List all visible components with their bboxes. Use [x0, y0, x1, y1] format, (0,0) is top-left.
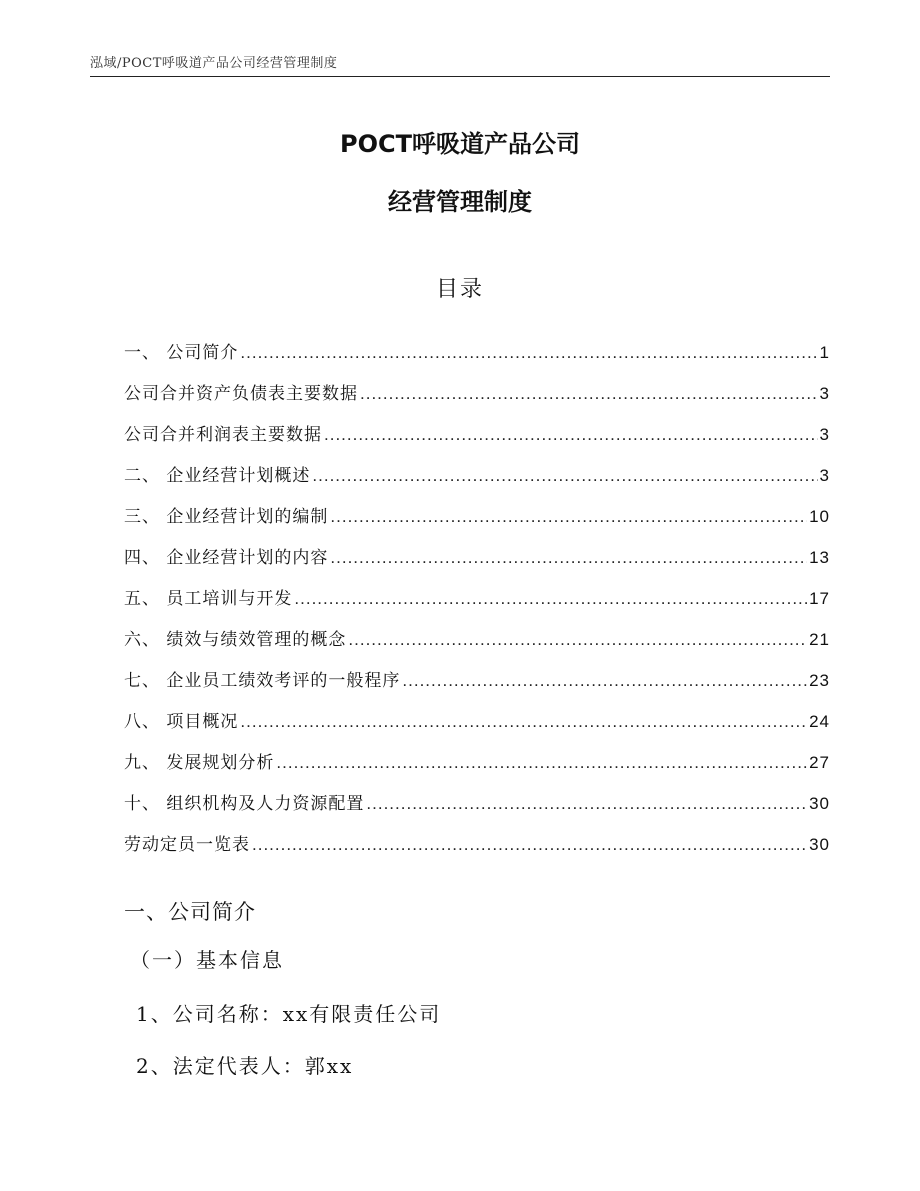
toc-entry-label: 三、 企业经营计划的编制 — [124, 507, 329, 527]
toc-entry-label: 五、 员工培训与开发 — [124, 589, 293, 609]
toc-entry-page: 23 — [809, 671, 830, 690]
toc-dot-leader — [312, 466, 817, 486]
toc-entry-page: 13 — [809, 548, 830, 567]
toc-entry[interactable] — [124, 404, 830, 445]
toc-entry-label: 九、 发展规划分析 — [124, 753, 275, 773]
toc-dot-leader — [294, 589, 807, 609]
toc-entry-page: 17 — [809, 589, 830, 608]
toc-entry-page: 21 — [809, 630, 830, 649]
toc-entry[interactable] — [124, 568, 830, 609]
toc-entry-label: 公司合并利润表主要数据 — [124, 425, 322, 445]
running-header: 泓域/POCT呼吸道产品公司经营管理制度 — [90, 56, 338, 71]
toc-entry[interactable] — [124, 609, 830, 650]
toc-entry[interactable] — [124, 445, 830, 486]
toc-dot-leader — [240, 343, 817, 363]
header-divider — [90, 76, 830, 77]
toc-dot-leader — [252, 835, 807, 855]
toc-entry-page: 10 — [809, 507, 830, 526]
legal-representative-line: 2、法定代表人：郭xx — [136, 1054, 354, 1078]
toc-entry-label: 四、 企业经营计划的内容 — [124, 548, 329, 568]
toc-entry[interactable] — [124, 691, 830, 732]
toc-entry-label: 八、 项目概况 — [124, 712, 239, 732]
toc-entry-page: 1 — [819, 343, 830, 362]
toc-heading: 目录 — [435, 277, 484, 302]
toc-dot-leader — [330, 507, 807, 527]
toc-entry-label: 二、 企业经营计划概述 — [124, 466, 311, 486]
toc-dot-leader — [348, 630, 807, 650]
toc-entry[interactable] — [124, 527, 830, 568]
toc-entry-page: 30 — [809, 794, 830, 813]
toc-entry-label: 六、 绩效与绩效管理的概念 — [124, 630, 347, 650]
toc-dot-leader — [324, 425, 818, 445]
toc-entry-label: 劳动定员一览表 — [124, 835, 250, 855]
toc-entry-page: 3 — [819, 425, 830, 444]
document-subtitle: 经营管理制度 — [388, 188, 532, 216]
toc-dot-leader — [330, 548, 807, 568]
toc-entry[interactable] — [124, 773, 830, 814]
toc-dot-leader — [240, 712, 807, 732]
company-name-line: 1、公司名称：xx有限责任公司 — [136, 1002, 442, 1026]
subsection-heading: （一）基本信息 — [130, 948, 284, 972]
section-heading: 一、公司简介 — [124, 900, 256, 924]
toc-entry[interactable] — [124, 363, 830, 404]
toc-entry[interactable] — [124, 814, 830, 855]
table-of-contents — [124, 322, 830, 855]
toc-entry-page: 24 — [809, 712, 830, 731]
toc-entry[interactable] — [124, 486, 830, 527]
toc-entry-label: 公司合并资产负债表主要数据 — [124, 384, 358, 404]
toc-dot-leader — [366, 794, 807, 814]
toc-entry-page: 3 — [819, 466, 830, 485]
toc-dot-leader — [360, 384, 818, 404]
toc-entry[interactable] — [124, 322, 830, 363]
toc-dot-leader — [402, 671, 807, 691]
toc-entry-page: 30 — [809, 835, 830, 854]
toc-entry-label: 一、 公司简介 — [124, 343, 239, 363]
document-title: POCT呼吸道产品公司 — [340, 130, 580, 158]
toc-dot-leader — [276, 753, 807, 773]
toc-entry-page: 3 — [819, 384, 830, 403]
toc-entry[interactable] — [124, 732, 830, 773]
toc-entry-label: 十、 组织机构及人力资源配置 — [124, 794, 365, 814]
toc-entry-page: 27 — [809, 753, 830, 772]
toc-entry[interactable] — [124, 650, 830, 691]
toc-entry-label: 七、 企业员工绩效考评的一般程序 — [124, 671, 401, 691]
